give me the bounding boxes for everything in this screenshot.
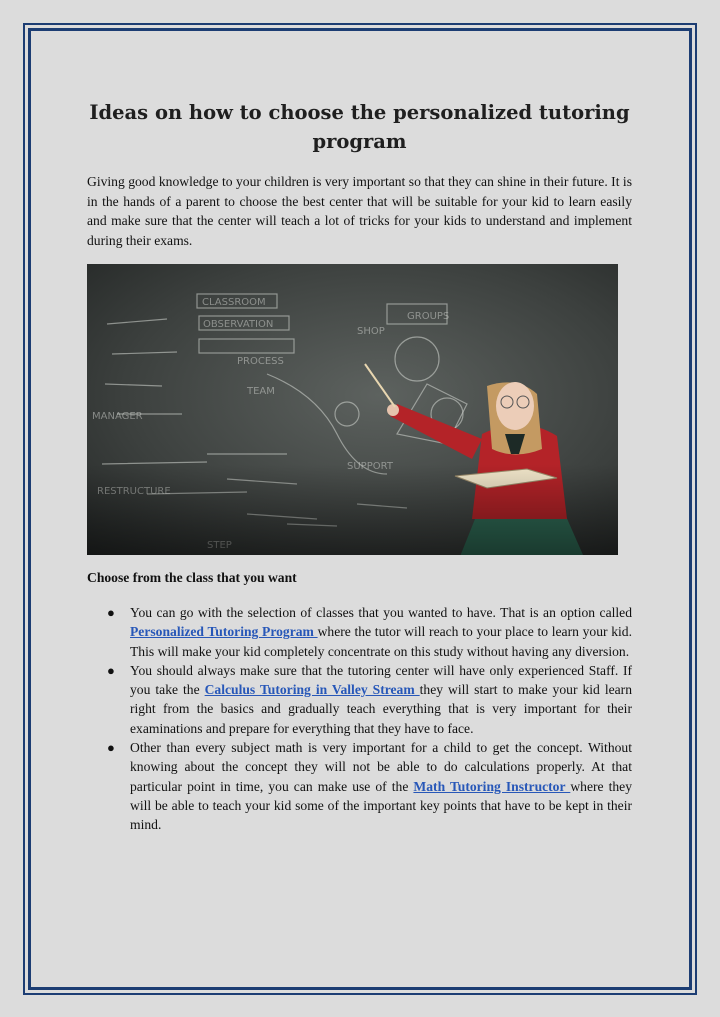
bullet-text: where they will be able to teach your kid some of the important key points that have to be kept in their mind.: [130, 778, 632, 833]
svg-text:GROUPS: GROUPS: [407, 311, 450, 322]
page-title: Ideas on how to choose the personalized tutoring program: [89, 101, 630, 153]
section-heading: Choose from the class that you want: [87, 570, 297, 585]
bullet-text: You can go with the selection of classes that you wanted to have. That is an option called: [130, 605, 632, 620]
bullet-text: Other than every subject math is very important for a child to get the concept. Without knowing about the concept they will not be able to do calculations properly. At that particular point in time, you can make use of the: [130, 740, 632, 794]
bullet-list: [87, 603, 632, 835]
teacher-chalkboard-photo: [87, 264, 618, 555]
bullet-dot: ●: [107, 605, 115, 620]
list-item: [87, 603, 632, 661]
bullet-text: You should always make sure that the tutoring center will have only experienced Staff. If you take the: [130, 662, 632, 698]
svg-text:SHOP: SHOP: [357, 326, 385, 337]
math-tutoring-link[interactable]: Math Tutoring Instructor: [413, 778, 571, 794]
bullet-dot: ●: [107, 662, 115, 678]
calculus-tutoring-link[interactable]: Calculus Tutoring in Valley Stream: [204, 682, 420, 698]
list-item: [87, 661, 632, 738]
svg-text:OBSERVATION: OBSERVATION: [203, 319, 274, 330]
bullet-dot: ●: [107, 740, 115, 756]
svg-text:MANAGER: MANAGER: [92, 411, 143, 422]
svg-text:TEAM: TEAM: [247, 386, 275, 397]
svg-text:PROCESS: PROCESS: [237, 356, 284, 367]
bullet-text: they will start to make your kid learn right from the basics and gradually teach everything that is very important for their examinations and prepare for everything that they have to face.: [130, 682, 632, 736]
intro-paragraph: Giving good knowledge to your children is very important so that they can shine in their future. It is in the hands of a parent to choose the best center that will be suitable for your kid to learn easily and make sure that the center will teach a lot of tricks for your kids to understand and implement during their exams.: [87, 174, 632, 248]
personalized-tutoring-link[interactable]: Personalized Tutoring Program: [130, 624, 318, 640]
bullet-text: where the tutor will reach to your place to learn your kid. This will make your kid completely concentrate on this study without having any diversion.: [130, 624, 632, 659]
list-item: [87, 738, 632, 834]
svg-text:CLASSROOM: CLASSROOM: [202, 297, 266, 308]
